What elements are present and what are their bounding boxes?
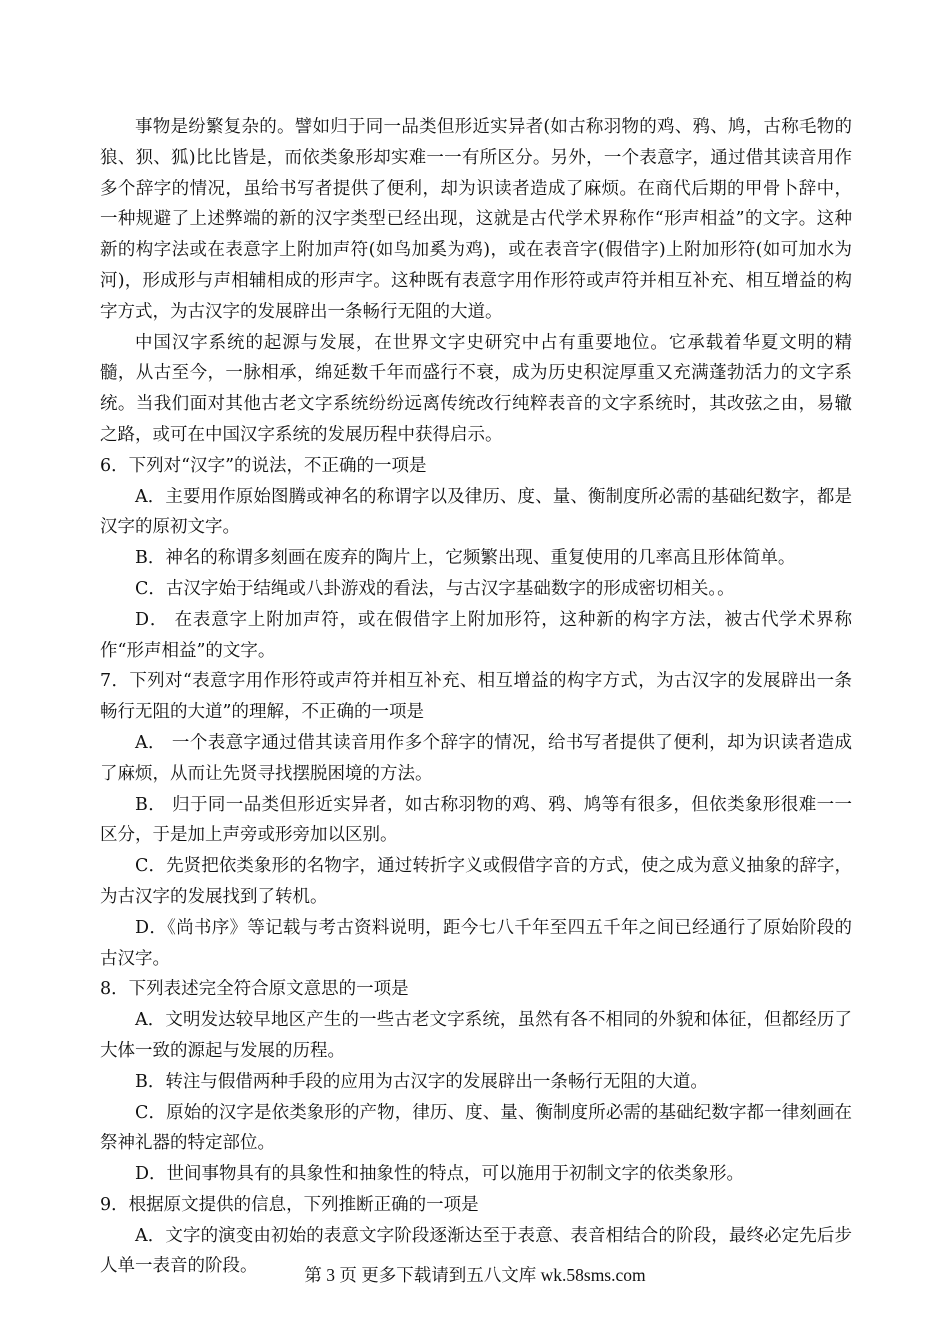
option-d: D．《尚书序》等记载与考古资料说明，距今七八千年至四五千年之间已经通行了原始阶段的古汉字。 — [100, 917, 852, 969]
option-d: D．世间事物具有的具象性和抽象性的特点，可以施用于初制文字的依类象形。 — [135, 1164, 745, 1185]
option-c: C．古汉字始于结绳或八卦游戏的看法，与古汉字基础数字的形成密切相关。。 — [135, 578, 735, 599]
option-c: C．原始的汉字是依类象形的产物，律历、度、量、衡制度所必需的基础纪数字都一律刻画在祭神礼器的特定部位。 — [100, 1102, 852, 1154]
question-stem: 9．根据原文提供的信息，下列推断正确的一项是 — [100, 1194, 479, 1215]
passage-paragraph: 事物是纷繁复杂的。譬如归于同一品类但形近实异者(如古称羽物的鸡、鸦、鸠，古称毛物的狼、狈、狐)比比皆是，而依类象形却实难一一有所区分。另外，一个表意字，通过借其读音用作多个辞字的情况，虽给书写者提供了便利，却为识读者造成了麻烦。在商代后期的甲骨卜辞中，一种规避了上述弊端的新的汉字类型已经出现，这就是古代学术界称作“形声相益”的文字。这种新的构字法或在表意字上附加声符(如鸟加奚为鸡)，或在表音字(假借字)上附加形符(如可加水为河)，形成形与声相辅相成的形声字。这种既有表意字用作形符或声符并相互补充、相互增益的构字方式，为古汉字的发展辟出一条畅行无阻的大道。 — [100, 117, 852, 322]
question-stem: 7．下列对“表意字用作形符或声符并相互补充、相互增益的构字方式，为古汉字的发展辟出一条畅行无阻的大道”的理解，不正确的一项是 — [100, 671, 852, 723]
passage-paragraph: 中国汉字系统的起源与发展，在世界文字史研究中占有重要地位。它承载着华夏文明的精髓，从古至今，一脉相承，绵延数千年而盛行不衰，成为历史积淀厚重又充满蓬勃活力的文字系统。当我们面对其他古老文字系统纷纷远离传统改行纯粹表音的文字系统时，其改弦之由，易辙之路，或可在中国汉字系统的发展历程中获得启示。 — [100, 332, 852, 445]
question-stem: 6．下列对“汉字”的说法，不正确的一项是 — [100, 455, 427, 476]
option-d: D． 在表意字上附加声符，或在假借字上附加形符，这种新的构字方法，被古代学术界称作“形声相益”的文字。 — [100, 609, 852, 661]
question-6 — [100, 451, 852, 667]
question-8 — [100, 974, 852, 1190]
option-a: A．文字的演变由初始的表意文字阶段逐渐达至于表意、表音相结合的阶段，最终必定先后步人单一表音的阶段。 — [100, 1225, 852, 1277]
option-b: B． 归于同一品类但形近实异者，如古称羽物的鸡、鸦、鸠等有很多，但依类象形很难一一区分，于是加上声旁或形旁加以区别。 — [100, 794, 852, 846]
question-7 — [100, 666, 852, 974]
document-body — [100, 112, 852, 1282]
question-stem: 8．下列表述完全符合原文意思的一项是 — [100, 979, 409, 1000]
option-a: A． 一个表意字通过借其读音用作多个辞字的情况，给书写者提供了便利，却为识读者造成了麻烦，从而让先贤寻找摆脱困境的方法。 — [100, 732, 852, 784]
page-footer: 第 3 页 更多下载请到五八文库 wk.58sms.com — [304, 1265, 646, 1285]
option-c: C．先贤把依类象形的名物字，通过转折字义或假借字音的方式，使之成为意义抽象的辞字，为古汉字的发展找到了转机。 — [100, 856, 852, 907]
option-b: B．转注与假借两种手段的应用为古汉字的发展辟出一条畅行无阻的大道。 — [135, 1071, 708, 1092]
option-a: A．文明发达较早地区产生的一些古老文字系统，虽然有各不相同的外貌和体征，但都经历了大体一致的源起与发展的历程。 — [100, 1010, 852, 1061]
option-b: B．神名的称谓多刻画在废弃的陶片上，它频繁出现、重复使用的几率高且形体简单。 — [135, 548, 796, 569]
option-a: A．主要用作原始图腾或神名的称谓字以及律历、度、量、衡制度所必需的基础纪数字，都是汉字的原初文字。 — [100, 486, 852, 538]
